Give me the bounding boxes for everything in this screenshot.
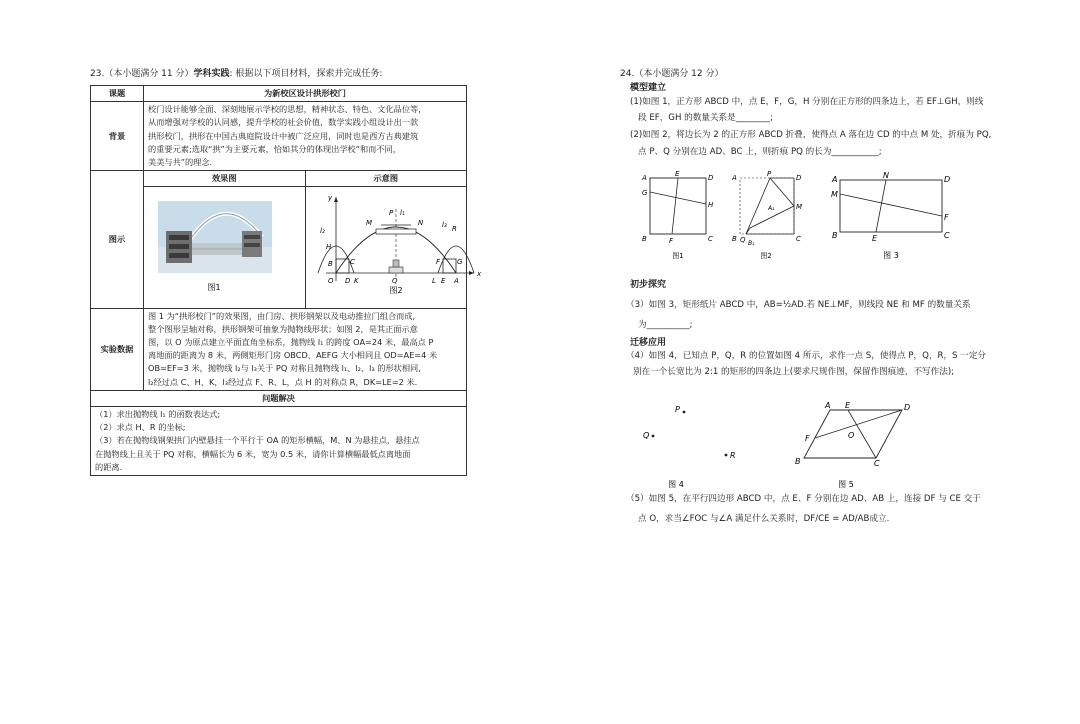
- svg-text:l₁: l₁: [399, 209, 405, 218]
- effect-figure-cell: [144, 187, 306, 308]
- svg-text:B₁: B₁: [748, 240, 755, 247]
- background-label: 背景: [91, 102, 144, 171]
- fig2-caption: 图2: [388, 286, 403, 296]
- q23-header: 23.（本小题满分 11 分）学科实践: 根据以下项目材料，探索并完成任务:: [90, 69, 383, 79]
- svg-text:O: O: [848, 431, 855, 440]
- q24-part1-line2: 段 EF，GH 的数量关系是________;: [638, 113, 773, 123]
- svg-text:R: R: [451, 225, 457, 234]
- points-figure-4: [636, 398, 746, 492]
- parabola-coordinate-diagram: [306, 187, 486, 303]
- problem-list: （1）求出抛物线 l₁ 的函数表达式; （2）求点 H、R 的坐标; （3）若在抛物线钢架拱门内壁悬挂一个平行于 OA 的矩形横幅，M、N 为悬挂点，悬挂点 在抛物线上且关于 PQ 对称，横幅长为 6 米，宽为 0.5 米，请你计算横幅最低点离地面 的距离.: [91, 407, 467, 476]
- section-model: 模型建立: [630, 83, 667, 93]
- fig5-caption: 图 5: [838, 480, 854, 489]
- svg-text:O: O: [327, 277, 334, 286]
- svg-text:A: A: [732, 174, 737, 182]
- q24-part5-line2: 点 O，求当∠FOC 与∠A 满足什么关系时，DF/CE = AD/AB成立.: [638, 514, 890, 524]
- svg-text:B: B: [732, 235, 737, 243]
- svg-text:A: A: [453, 277, 459, 286]
- svg-text:N: N: [417, 219, 423, 228]
- svg-text:Q: Q: [643, 431, 650, 440]
- svg-text:N: N: [883, 171, 889, 180]
- square-figure-2: [728, 170, 808, 262]
- arch-gate-rendering: [144, 187, 284, 303]
- svg-text:x: x: [476, 270, 481, 279]
- topic-label: 课题: [91, 86, 144, 102]
- rectangle-figure-3: [828, 170, 958, 262]
- section-apply: 迁移应用: [630, 338, 667, 348]
- svg-text:P: P: [767, 170, 772, 178]
- problem-header: 问题解决: [91, 390, 467, 406]
- svg-text:K: K: [353, 277, 359, 286]
- svg-text:H: H: [708, 201, 714, 209]
- svg-text:l₃: l₃: [441, 221, 447, 230]
- svg-text:G: G: [456, 258, 462, 267]
- svg-text:M: M: [796, 203, 803, 211]
- svg-text:R: R: [730, 451, 736, 460]
- q24-part3-line1: （3）如图 3，矩形纸片 ABCD 中，AB=½AD.若 NE⊥MF，则线段 NE 和 MF 的数量关系: [626, 300, 971, 310]
- svg-text:A: A: [825, 401, 831, 410]
- svg-text:M: M: [831, 190, 838, 199]
- topic-title: 为新校区设计拱形校门: [144, 86, 467, 102]
- svg-text:C: C: [708, 235, 713, 243]
- svg-text:D: D: [944, 175, 951, 184]
- square-figure-1: [638, 170, 718, 262]
- svg-text:L: L: [431, 277, 436, 286]
- svg-text:B: B: [795, 457, 801, 466]
- section-explore: 初步探究: [630, 280, 667, 290]
- svg-text:F: F: [669, 237, 674, 245]
- q24-part3-line2: 为__________;: [638, 320, 693, 330]
- schema-header: 示意图: [305, 171, 467, 187]
- svg-text:F: F: [944, 213, 949, 222]
- fig2-caption-24: 图2: [760, 252, 772, 260]
- svg-text:C: C: [349, 258, 355, 267]
- data-text: 图 1 为“拱形校门”的效果图，由门房、拱形钢架以及电动推拉门组合而成, 整个图形呈轴对称，拱形钢架可抽象为抛物线形状；如图 2，是其正面示意 图，以 O 为原点建立平面直角坐标系，抛物线 l₁ 的跨度 OA=24 米，最高点 P 离地面的距离为 8 米，两侧矩形门房 OBCD、AEFG 大小相同且 OD=AE=4 米 OB=EF=3 米，抛物线 l₂与 l₃关于 PQ 对称且抛物线 l₁、l₂、l₃ 的形状相同, l₂经过点 C、H、K，l₃经过点 F、R、L，点 H 的对称点 R，DK=LE=2 米.: [144, 308, 467, 390]
- svg-text:A: A: [642, 174, 647, 182]
- svg-text:H: H: [325, 243, 331, 252]
- fig4-caption: 图 4: [668, 480, 684, 489]
- svg-text:D: D: [708, 174, 714, 182]
- svg-text:E: E: [440, 277, 445, 286]
- fig1-caption-24: 图1: [672, 252, 684, 260]
- q24-part5-line1: （5）如图 5，在平行四边形 ABCD 中，点 E、F 分别在边 AD、AB 上，连接 DF 与 CE 交于: [626, 494, 981, 504]
- svg-text:P: P: [675, 405, 680, 414]
- fig1-caption: 图1: [207, 283, 221, 293]
- svg-text:B: B: [327, 260, 333, 269]
- fig3-caption-24: 图 3: [883, 251, 899, 260]
- q23-table: [90, 85, 481, 476]
- svg-text:E: E: [872, 234, 878, 243]
- background-text: 校门设计能够全面、深刻地展示学校的思想，精神状态、特色、文化品位等, 从而增强对学校的认同感，提升学校的社会价值，数学实践小组设计出一款 拱形校门，拱形在中国古典庭院设计中被广泛应用，同时也是西方古典建筑 的重要元素;选取“拱”为主要元素，恰如其分的体现出学校“和而不同， 美美与共”的理念.: [144, 102, 467, 171]
- svg-text:F: F: [435, 258, 440, 267]
- svg-text:E: E: [845, 401, 851, 410]
- diagram-label: 图示: [91, 171, 144, 308]
- svg-text:C: C: [874, 459, 880, 468]
- svg-text:D: D: [904, 403, 911, 412]
- svg-text:l₂: l₂: [319, 227, 325, 236]
- svg-text:E: E: [675, 170, 680, 178]
- svg-text:M: M: [365, 219, 372, 228]
- svg-text:P: P: [388, 209, 393, 218]
- q24-part2-line2: 点 P、Q 分别在边 AD、BC 上，则折痕 PQ 的长为___________;: [638, 147, 882, 157]
- svg-text:y: y: [327, 194, 332, 203]
- svg-text:B: B: [642, 235, 647, 243]
- svg-text:G: G: [642, 189, 648, 197]
- svg-text:A: A: [832, 175, 838, 184]
- svg-text:Q: Q: [740, 236, 746, 244]
- parallelogram-figure-5: [788, 398, 918, 492]
- q24-part4-line1: （4）如图 4，已知点 P，Q，R 的位置如图 4 所示，求作一点 S，使得点 P，Q，R，S 一定分: [626, 351, 987, 361]
- q24-part4-line2: 别在一个长宽比为 2:1 的矩形的四条边上(要求尺规作图，保留作图痕迹，不写作法);: [633, 367, 955, 377]
- svg-text:B: B: [832, 231, 838, 240]
- svg-text:D: D: [796, 174, 802, 182]
- schema-figure-cell: [305, 187, 481, 308]
- svg-text:Q: Q: [391, 277, 398, 286]
- data-label: 实验数据: [91, 308, 144, 390]
- svg-text:C: C: [944, 231, 950, 240]
- q24-part2-line1: (2)如图 2，将边长为 2 的正方形 ABCD 折叠，使得点 A 落在边 CD 的中点 M 处，折痕为 PQ,: [630, 130, 992, 140]
- svg-text:D: D: [344, 277, 350, 286]
- q24-part1-line1: (1)如图 1，正方形 ABCD 中，点 E，F，G，H 分别在正方形的四条边上，若 EF⊥GH，则线: [630, 97, 984, 107]
- effect-header: 效果图: [144, 171, 306, 187]
- q24-header: 24.（本小题满分 12 分）: [620, 69, 724, 79]
- svg-text:C: C: [796, 235, 801, 243]
- svg-text:F: F: [805, 434, 810, 443]
- svg-text:A₁: A₁: [768, 205, 775, 212]
